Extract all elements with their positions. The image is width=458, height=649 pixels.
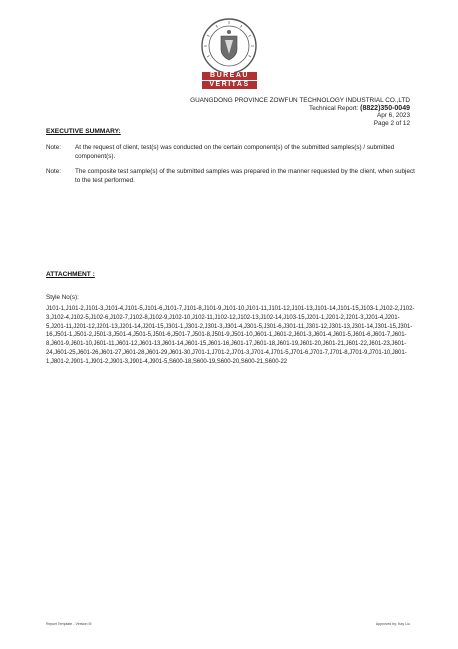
note-2-label: Note: <box>46 168 62 175</box>
company-name: GUANGDONG PROVINCE ZOWFUN TECHNOLOGY INDUSTRIAL CO.,LTD <box>190 97 410 104</box>
note-2 <box>46 168 416 185</box>
report-date: Apr 6, 2023 <box>376 112 410 120</box>
brand-line-1: BUREAU <box>202 72 257 80</box>
style-numbers-list: J101-1,J101-2,J101-3,J101-4,J101-5,J101-6,J101-7,J101-8,J101-9,J101-10,J101-11,J101-12,J101-13,J101-14,J101-15,J103-1,J102-2,J102-3,J102-4,J102-5,J102-6,J102-7,J102-8,J102-9,J102-10,J102-11,J102-12,J102-13,J102-14,J103-15,J201-1,J201-2,J201-3,J201-4,J201-5,J201-11,J201-12,J201-13,J201-14,J201-15,J301-1,J301-2,J301-3,J301-4,J301-5,J301-6,J301-11,J301-12,J301-13,J301-14,J301-15,J301-16,J501-1,J501-2,J501-3,J501-4,J501-5,J501-6,J501-7,J501-8,J501-9,J501-10,J601-1,J601-2,J601-3,J601-4,J601-5,J601-6,J601-7,J601-8,J601-9,J601-10,J601-11,J601-12,J601-13,J601-14,J601-15,J601-16,J601-17,J601-18,J601-19,J601-20,J601-21,J601-22,J601-23,J601-24,J601-25,J601-26,J601-27,J601-28,J601-29,J601-30,J701-1,J701-2,J701-3,J701-4,J701-5,J701-6,J701-7,J701-8,J701-9,J701-10,J801-1,J801-2,J901-1,J901-2,J901-3,J901-4,J901-5,S600-18,S600-19,S600-20,S600-21,S600-22 <box>46 306 415 365</box>
footer-approved-by: Approved by: Kay Liu <box>375 622 410 626</box>
report-header <box>190 97 410 127</box>
executive-summary-title: EXECUTIVE SUMMARY: <box>46 128 121 135</box>
brand-line-2: VERITAS <box>202 81 257 89</box>
note-1 <box>46 144 416 161</box>
note-2-text: The composite test sample(s) of the submitted samples was prepared in the manner requested by the client, when subject to the test performed. <box>75 168 415 184</box>
style-numbers-label: Style No(s): <box>46 294 79 301</box>
footer-template-version: Report Template - Version III <box>46 622 92 626</box>
note-1-text: At the request of client, test(s) was conducted on the certain component(s) of the submitted samples(s) / submitted component(s). <box>75 144 395 160</box>
report-label: Technical Report: <box>309 104 359 112</box>
note-1-label: Note: <box>46 144 62 151</box>
report-number: (8822)350-0049 <box>360 104 410 112</box>
page-number: Page 2 of 12 <box>373 119 410 127</box>
brand-wordmark <box>202 72 257 89</box>
attachment-title: ATTACHMENT : <box>46 271 95 278</box>
report-number-line <box>190 105 410 113</box>
